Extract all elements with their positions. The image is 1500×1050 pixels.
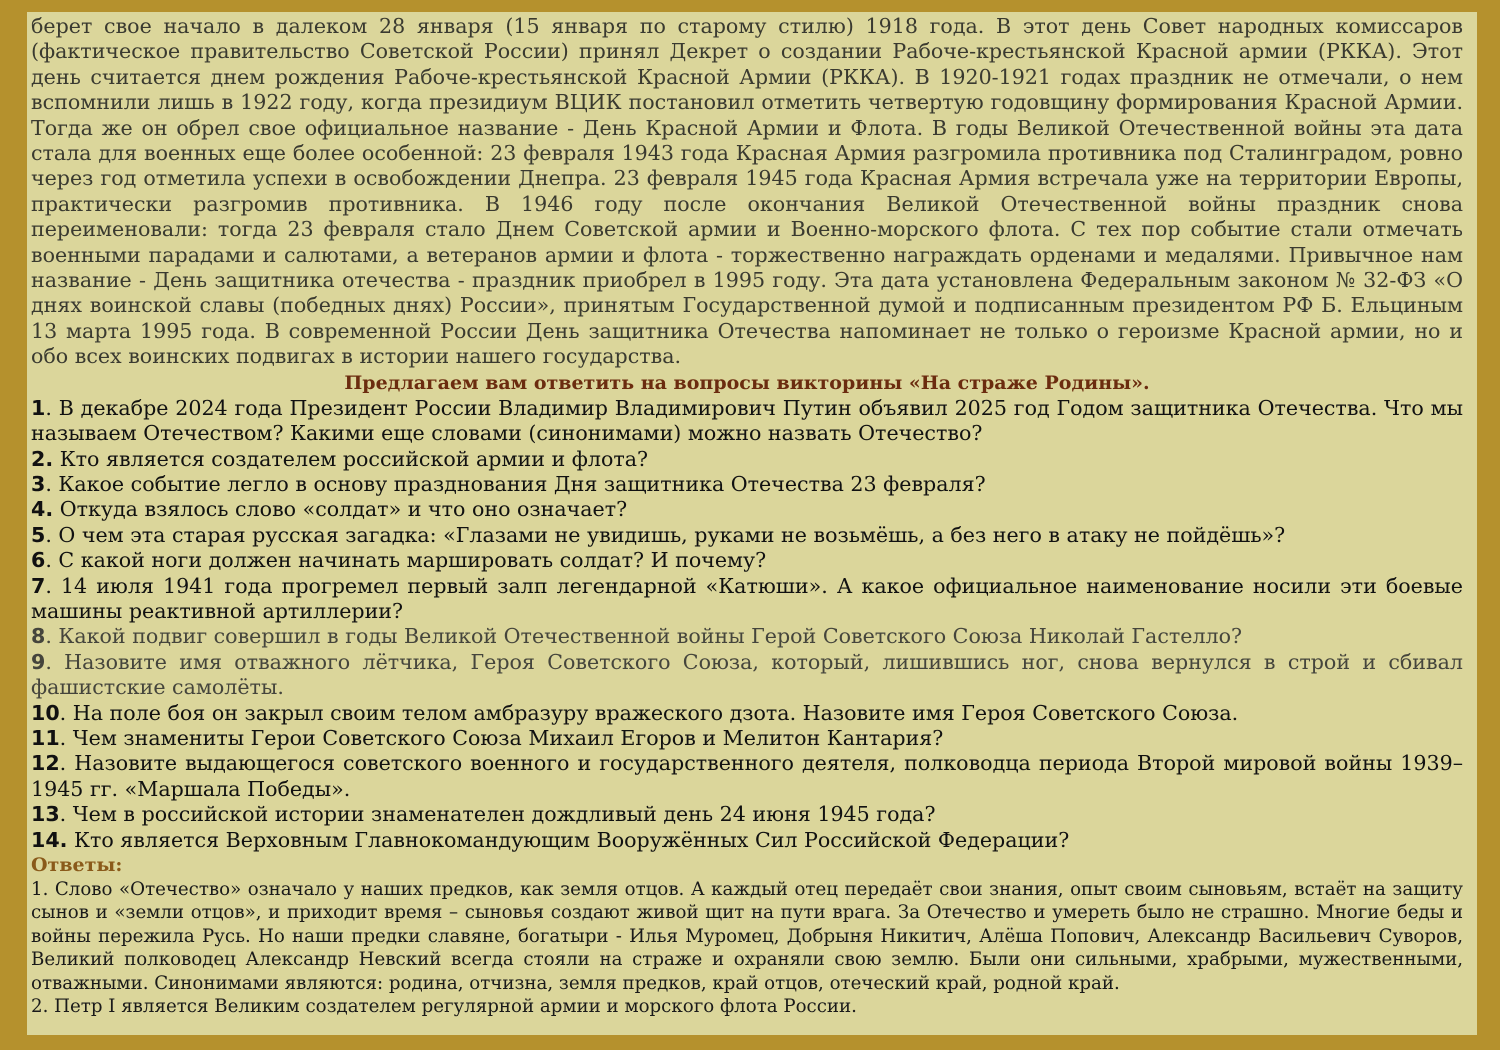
answers-list [31,878,1463,1018]
question-text: . Чем знамениты Герои Советского Союза Михаил Егоров и Мелитон Кантария? [59,725,944,750]
question-text: . Чем в российской истории знаменателен дождливый день 24 июня 1945 года? [59,802,936,827]
question-number: 5 [31,522,46,547]
question-text: Кто является создателем российской армии и флота? [53,446,649,471]
question-number: 9 [31,649,46,674]
question-14 [31,828,1463,853]
question-7 [31,574,1463,625]
answer-2: 2. Петр I является Великим создателем регулярной армии и морского флота России. [31,996,857,1018]
question-13 [31,802,1463,827]
intro-paragraph: берет свое начало в далеком 28 января (15 января по старому стилю) 1918 года. В этот день Совет народных комиссаров (фактическое правительство Советской России) принял Декрет о создании Рабоче-крестьянской Красной армии (РККА). Этот день считается днем рождения Рабоче-крестьянской Красной Армии (РККА). В 1920-1921 годах праздник не отмечали, о нем вспомнили лишь в 1922 году, когда президиум ВЦИК постановил отметить четвертую годовщину формирования Красной Армии. Тогда же он обрел свое официальное название - День Красной Армии и Флота. В годы Великой Отечественной войны эта дата стала для военных еще более особенной: 23 февраля 1943 года Красная Армия разгромила противника под Сталинградом, ровно через год отметила успехи в освобождении Днепра. 23 февраля 1945 года Красная Армия встречала уже на территории Европы, практически разгромив противника. В 1946 году после окончания Великой Отечественной войны праздник снова переименовали: тогда 23 февраля стало Днем Советской армии и Военно-морского флота. С тех пор событие стали отмечать военными парадами и салютами, а ветеранов армии и флота - торжественно награждать орденами и медалями. Привычное нам название - День защитника отечества - праздник приобрел в 1995 году. Эта дата установлена Федеральным законом № 32-ФЗ «О днях воинской славы (победных днях) России», принятым Государственной думой и подписанным президентом РФ Б. Ельциным 13 марта 1995 года. В современной России День защитника Отечества напоминает не только о героизме Красной армии, но и обо всех воинских подвигах в истории нашего государства. [31,14,1463,369]
answer-1: 1. Слово «Отечество» означало у наших предков, как земля отцов. А каждый отец передаёт свои знания, опыт своим сыновьям, встаёт на защиту сынов и «земли отцов», и приходит время – сыновья создают живой щит на пути врага. За Отечество и умереть было не страшно. Многие беды и войны пережила Русь. Но наши предки славяне, богатыри - Илья Муромец, Добрыня Никитич, Алёша Попович, Александр Васильевич Суворов, Великий полководец Александр Невский всегда стояли на страже и охраняли свою землю. Были они сильными, храбрыми, мужественными, отважными. Синонимами являются: родина, отчизна, земля предков, край отцов, отеческий край, родной край. [31,879,1463,994]
question-text: . Какой подвиг совершил в годы Великой Отечественной войны Герой Советского Союза Николай Гастелло? [45,624,1243,649]
question-4 [31,497,1463,522]
question-9 [31,650,1463,701]
question-3 [31,472,1463,497]
question-11 [31,726,1463,751]
question-number: 11 [31,725,60,750]
question-number: 7 [31,573,46,598]
question-text: . О чем эта старая русская загадка: «Глазами не увидишь, руками не возьмёшь, а без него в атаку не пойдёшь»? [45,522,1286,547]
question-text: Откуда взялось слово «солдат» и что оно означает? [53,497,628,522]
question-text: . На поле боя он закрыл своим телом амбразуру вражеского дзота. Назовите имя Героя Советского Союза. [59,700,1239,725]
question-text: . Назовите выдающегося советского военного и государственного деятеля, полководца периода Второй мировой войны 1939–1945 гг. «Маршала Победы». [31,751,1463,801]
question-2 [31,447,1463,472]
question-text: . С какой ноги должен начинать маршировать солдат? И почему? [45,548,767,573]
question-number: 6 [31,548,46,573]
question-10 [31,701,1463,726]
question-text: . 14 июля 1941 года прогремел первый залп легендарной «Катюши». А какое официальное наименование носили эти боевые машины реактивной артиллерии? [31,573,1463,623]
question-text: . Назовите имя отважного лётчика, Героя Советского Союза, который, лишившись ног, снова вернулся в строй и сбивал фашистские самолёты. [31,649,1463,700]
question-number: 14. [31,827,68,852]
answers-title: Ответы: [31,854,123,876]
question-number: 4. [31,497,54,522]
question-number: 8 [31,624,46,649]
question-number: 12 [31,751,60,776]
question-text: Кто является Верховным Главнокомандующим Вооружённых Сил Российской Федерации? [67,827,1070,852]
question-6 [31,548,1463,573]
question-number: 3 [31,471,46,496]
question-text: . Какое событие легло в основу празднования Дня защитника Отечества 23 февраля? [45,471,986,496]
question-text: . В декабре 2024 года Президент России Владимир Владимирович Путин объявил 2025 год Годом защитника Отечества. Что мы называем Отечеством? Какими еще словами (синонимами) можно назвать Отечество? [31,395,1463,446]
questions-list [31,396,1463,853]
question-5 [31,523,1463,548]
question-12 [31,751,1463,802]
document-page [27,12,1477,1035]
question-number: 1 [31,395,46,420]
quiz-heading: Предлагаем вам ответить на вопросы викторины «На страже Родины». [344,371,1150,394]
question-number: 2. [31,446,54,471]
question-1 [31,396,1463,447]
question-number: 13 [31,802,60,827]
question-8 [31,624,1463,649]
question-number: 10 [31,700,60,725]
